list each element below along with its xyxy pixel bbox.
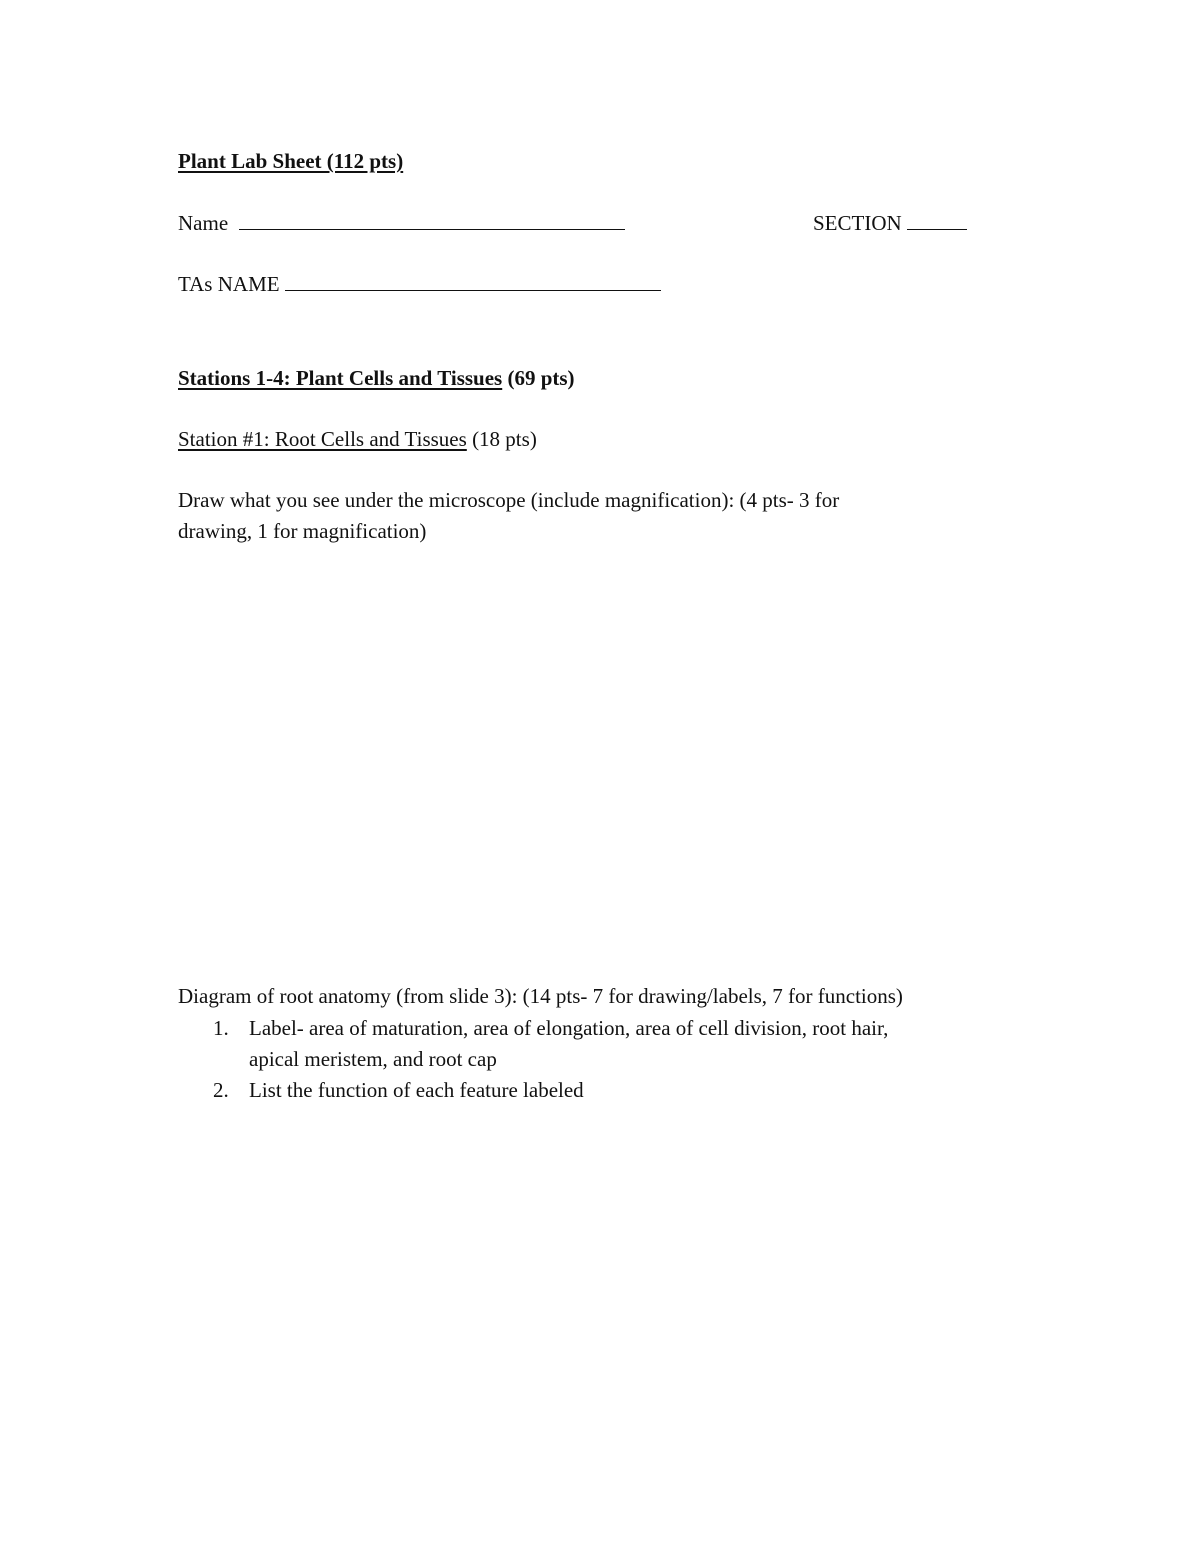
ta-name-field-row bbox=[178, 271, 661, 297]
name-field-row bbox=[178, 210, 625, 236]
instruction-list bbox=[178, 1013, 1038, 1106]
section-field-row bbox=[813, 210, 967, 236]
station1-heading bbox=[178, 426, 537, 452]
section-blank[interactable] bbox=[907, 210, 967, 230]
ta-name-label: TAs NAME bbox=[178, 272, 280, 296]
stations-heading-title: Stations 1-4: Plant Cells and Tissues bbox=[178, 366, 503, 390]
microscope-instruction bbox=[178, 485, 1038, 547]
list-item bbox=[178, 1013, 1038, 1075]
section-label: SECTION bbox=[813, 211, 902, 235]
list-item-text: List the function of each feature labeled bbox=[249, 1078, 584, 1102]
list-item-number: 2. bbox=[213, 1078, 229, 1102]
page-title: Plant Lab Sheet (112 pts) bbox=[178, 149, 404, 173]
station1-title: Station #1: Root Cells and Tissues bbox=[178, 427, 467, 451]
microscope-instruction-line1: Draw what you see under the microscope (include magnification): (4 pts- 3 for bbox=[178, 488, 840, 512]
name-blank[interactable] bbox=[239, 210, 625, 230]
stations-heading bbox=[178, 365, 575, 391]
station1-points: (18 pts) bbox=[472, 427, 537, 451]
list-item-text: Label- area of maturation, area of elongation, area of cell division, root hair, bbox=[249, 1016, 889, 1040]
diagram-prompt: Diagram of root anatomy (from slide 3): (14 pts- 7 for drawing/labels, 7 for functions) bbox=[178, 984, 903, 1008]
ta-name-blank[interactable] bbox=[285, 271, 661, 291]
list-item bbox=[178, 1075, 1038, 1106]
name-label: Name bbox=[178, 211, 229, 235]
microscope-instruction-line2: drawing, 1 for magnification) bbox=[178, 519, 427, 543]
list-item-number: 1. bbox=[213, 1016, 229, 1040]
list-item-text-continued: apical meristem, and root cap bbox=[249, 1047, 497, 1071]
stations-heading-points: (69 pts) bbox=[507, 366, 575, 390]
